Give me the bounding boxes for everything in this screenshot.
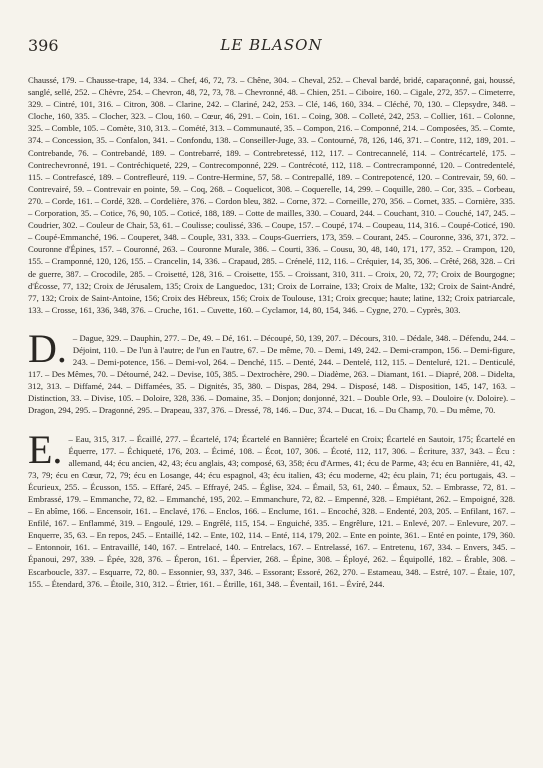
running-head: LE BLASON	[220, 36, 323, 54]
page-header	[28, 36, 515, 58]
index-section-e	[28, 426, 515, 590]
index-entries-d: – Dague, 329. – Dauphin, 277. – De, 49. – Dé, 161. – Découpé, 50, 139, 207. – Décours, 310. – Dédale, 348. – Défendu, 244. – Déjoint, 110. – De l'un à l'autre; de l'un en l'autre, 67. – De même, 70. – Demi, 149, 242. – Demi-crampon, 156. – Demi-figure, 243. – Demi-potence, 156. – Demi-vol, 264. – Denché, 115. – Denté, 244. – Dentelé, 112, 115. – Denteluré, 121. – Denticulé, 117. – Des Mêmes, 70. – Détourné, 242. – Devise, 105, 385. – Dextrochère, 290. – Diadème, 263. – Diamant, 161. – Diapré, 208. – Didelta, 312, 313. – Diffamé, 244. – Diffamées, 35. – Dignités, 35, 380. – Dispas, 284, 294. – Disposé, 148. – Disposition, 145, 147, 163. – Distinction, 33. – Divise, 105. – Doloire, 328, 336. – Domaine, 35. – Donjon; donjonné, 321. – Double Orle, 93. – Douloire (v. Doloire). – Dragon, 294, 295. – Dragonné, 295. – Drapeau, 337, 376. – Dressé, 78, 146. – Duc, 374. – Ducat, 16. – Du Champ, 70. – Du même, 70.	[28, 332, 515, 416]
section-letter-e: E.	[28, 426, 63, 472]
index-entries-e: – Eau, 315, 317. – Écaillé, 277. – Écartelé, 174; Écartelé en Bannière; Écartelé en Croix; Écartelé en Sautoir, 175; Écartelé en Équerre, 177. – Échiqueté, 176, 203. – Écimé, 108. – Écot, 107, 306. – Écoté, 112, 117, 306. – Écriture, 337, 343. – Écu : allemand, 44; écu ancien, 42, 43; écu anglais, 43; composé, 63, 358; écu d'Armes, 41; écu de Parme, 43; écu en Bannière, 41, 42, 73, 79; écu en Cœur, 72, 79; écu en Losange, 44; écu espagnol, 43; écu italien, 43; écu moderne, 42; écu plain, 71; écu portugais, 43. – Écurieux, 255. – Écusson, 155. – Effaré, 245. – Effrayé, 245. – Église, 324. – Émail, 53, 61, 240. – Émaux, 52. – Embrasse, 72, 81. – Embrassé, 179. – Emmanche, 72, 82. – Emmanché, 195, 202. – Emmanchure, 72, 82. – Empenné, 328. – Empiétant, 262. – Empoigné, 328. – En abîme, 166. – Encensoir, 161. – Enclavé, 176. – Enclos, 166. – Enclume, 161. – Encoché, 328. – Endenté, 203, 205. – Enfilant, 167. – Enfilé, 167. – Enflammé, 319. – Engoulé, 129. – Engrêlé, 115, 154. – Enguiché, 335. – Engrêlure, 121. – Enlevé, 207. – Enlevure, 207. – Enquerre, 35, 63. – En repos, 245. – Entaillé, 142. – Ente, 102, 114. – Enté, 114, 179, 202. – Ente en pointe, 361. – Enté en pointe, 179, 360. – Entonnoir, 161. – Entravaillé, 140, 167. – Entrelacé, 140. – Entrelacs, 167. – Entrelassé, 167. – Entretenu, 167, 334. – Envers, 345. – Épanoui, 297, 339. – Épée, 328, 376. – Éperon, 161. – Épervier, 268. – Épine, 308. – Éployé, 262. – Équipollé, 182. – Érable, 308. – Escarboucle, 337. – Esquarre, 72, 80. – Essonnier, 93, 337, 346. – Essorant; Essoré, 262, 270. – Estameau, 348. – Estré, 107. – Étaie, 107, 155. – Étendard, 376. – Étoile, 310, 312. – Étrier, 161. – Étrille, 161, 348. – Éventail, 161. – Évíré, 244.	[28, 433, 515, 589]
page-number: 396	[28, 36, 59, 55]
index-section-d	[28, 325, 515, 417]
index-entries-c-continued: Chaussé, 179. – Chausse-trape, 14, 334. – Chef, 46, 72, 73. – Chêne, 304. – Cheval, 252. – Cheval bardé, bridé, caparaçonné, gai, houssé, sanglé, sellé, 252. – Chèvre, 254. – Chevron, 48, 72, 73, 78. – Chevronné, 48. – Chien, 251. – Ciboire, 160. – Cigale, 272, 357. – Cimeterre, 329. – Cintré, 101, 316. – Citron, 308. – Clarine, 242. – Clariné, 242, 253. – Clé, 146, 160, 334. – Cléché, 70, 130. – Clepsydre, 348. – Cloche, 160, 335. – Clocher, 323. – Clou, 160. – Cœur, 46, 291. – Coin, 161. – Coing, 308. – Colleté, 242, 253. – Collier, 161. – Colonne, 325. – Comble, 105. – Comète, 310, 313. – Comété, 313. – Communauté, 35. – Compon, 216. – Componné, 214. – Composées, 35. – Comte, 374. – Concession, 35. – Confalon, 341. – Confondu, 138. – Conseiller-Juge, 33. – Contourné, 78, 126, 146, 371. – Contre, 112, 189, 201. – Contrebande, 76. – Contrebandé, 189. – Contrebarré, 189. – Contrebretessé, 112, 117. – Contrecannelé, 114. – Contrécartelé, 175. – Contrechevronné, 191. – Contréchiqueté, 229, – Contrecomponné, 229. – Contrécoté, 112, 118. – Contrecramponné, 120. – Contredentelé, 115. – Contrefascé, 189. – Contrefleuré, 119. – Contre-Hermine, 57, 58. – Contrepallé, 189. – Contrepotencé, 120. – Contrevair, 59, 60. – Contrevairé, 59. – Contrevair en pointe, 59. – Coq, 268. – Coquelicot, 308. – Coquerelle, 14, 299. – Coquille, 280. – Cor, 335. – Corbeau, 270. – Corde, 161. – Cordé, 328. – Cordelière, 376. – Cordon bleu, 382. – Corne, 372. – Corneille, 270, 356. – Cornet, 335. – Cornière, 335. – Corporation, 35. – Cotice, 76, 90, 105. – Coticé, 188, 189. – Cotte de mailles, 330. – Couard, 244. – Couchant, 310. – Couché, 147, 245. – Coudrier, 302. – Couleur de Chair, 53, 61. – Coulisse; coulissé, 336. – Coupe, 157. – Coupé, 174. – Coupeau, 114, 316. – Coupé-Coticé, 190. – Coupé-Emmanché, 196. – Couperet, 348. – Couple, 331, 333. – Coups-Guerriers, 173, 359. – Courant, 245. – Couronne, 336, 371, 372. – Couronne d'Épines, 157. – Couronné, 263. – Couronne Murale, 386. – Courti, 336. – Cousu, 30, 48, 140, 171, 177, 352. – Crampon, 120, 155. – Cramponné, 120, 126, 155. – Crancelin, 14, 336. – Crapaud, 285. – Crénelé, 112, 116. – Créquier, 14, 35, 306. – Crêté, 268, 328. – Cri de guerre, 387. – Crocodile, 285. – Croisetté, 128, 316. – Croisette, 155. – Croissant, 310, 311. – Croix, 20, 72, 77; Croix de Bourgogne; d'Écosse, 77, 132; Croix de Jérusalem, 135; Croix de Languedoc, 131; Croix de Lorraine, 133; Croix de Malte, 132; Croix de Saint-André, 77, 132; Croix de Saint-Antoine, 156; Croix des Hébreux, 156; Croix de Toulouse, 131; Croix grecque; haute; latine, 132; Croix patriarcale, 133. – Crosse, 161, 336, 348, 376. – Cruche, 161. – Cuvette, 160. – Cyclamor, 14, 80, 154, 346. – Cygne, 270. – Cyprès, 303.	[28, 75, 515, 315]
section-letter-d: D.	[28, 325, 67, 371]
